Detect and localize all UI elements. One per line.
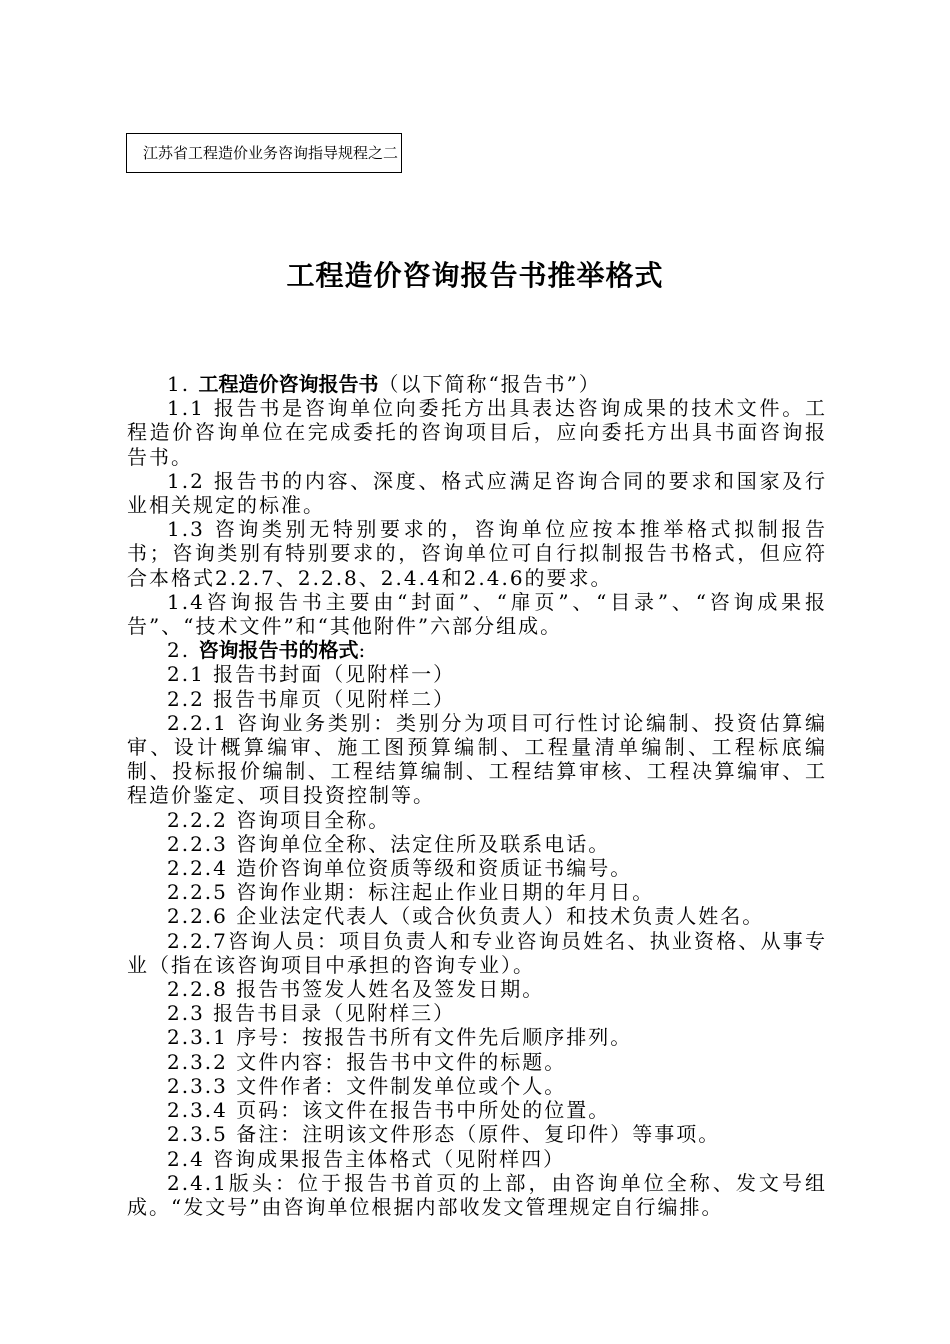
section-number: 2. bbox=[167, 638, 191, 663]
paragraph-2-3-5: 2.3.5 备注：注明该文件形态（原件、复印件）等事项。 bbox=[167, 1122, 721, 1147]
paragraph-2-3-1: 2.3.1 序号：按报告书所有文件先后顺序排列。 bbox=[167, 1025, 633, 1050]
paragraph-2-3-2: 2.3.2 文件内容：报告书中文件的标题。 bbox=[167, 1049, 567, 1074]
section-title: 工程造价咨询报告书 bbox=[198, 372, 379, 396]
paragraph-2-1: 2.1 报告书封面（见附样一） bbox=[167, 662, 456, 687]
document-title: 工程造价咨询报告书推举格式 bbox=[286, 259, 664, 292]
document-body bbox=[127, 372, 827, 1219]
section-heading-1 bbox=[127, 372, 827, 396]
section-number: 1. bbox=[167, 372, 191, 396]
paragraph-2-2-7: 2.2.7咨询人员：项目负责人和专业咨询员姓名、执业资格、从事专业（指在该咨询项目中承担的咨询专业）。 bbox=[127, 928, 827, 977]
paragraph-2-2-1: 2.2.1 咨询业务类别：类别分为项目可行性讨论编制、投资估算编审、设计概算编审、施工图预算编制、工程量清单编制、工程标底编制、投标报价编制、工程结算编制、工程结算审核、工程决算编审、工程造价鉴定、项目投资控制等。 bbox=[127, 710, 827, 808]
paragraph-2-2-6: 2.2.6 企业法定代表人（或合伙负责人）和技术负责人姓名。 bbox=[167, 904, 765, 929]
paragraph-1-1: 1.1 报告书是咨询单位向委托方出具表达咨询成果的技术文件。工程造价咨询单位在完成委托的咨询项目后，应向委托方出具书面咨询报告书。 bbox=[127, 396, 827, 469]
paragraph-2-2-5: 2.2.5 咨询作业期：标注起止作业日期的年月日。 bbox=[167, 880, 655, 905]
document-series-tag: 江苏省工程造价业务咨询指导规程之二 bbox=[126, 133, 402, 173]
paragraph-1-4: 1.4咨询报告书主要由“封面”、“扉页”、“目录”、“咨询成果报告”、“技术文件”和“其他附件”六部分组成。 bbox=[127, 589, 827, 639]
paragraph-2-2-3: 2.2.3 咨询单位全称、法定住所及联系电话。 bbox=[167, 831, 611, 856]
section-note: : bbox=[358, 638, 368, 663]
paragraph-1-2: 1.2 报告书的内容、深度、格式应满足咨询合同的要求和国家及行业相关规定的标准。 bbox=[127, 468, 827, 518]
paragraph-2-2-8: 2.2.8 报告书签发人姓名及签发日期。 bbox=[167, 977, 545, 1002]
section-heading-2 bbox=[127, 638, 827, 662]
paragraph-2-2-2: 2.2.2 咨询项目全称。 bbox=[167, 807, 391, 832]
paragraph-2-4: 2.4 咨询成果报告主体格式（见附样四） bbox=[167, 1146, 566, 1171]
paragraph-2-4-1: 2.4.1版头：位于报告书首页的上部，由咨询单位全称、发文号组成。“发文号”由咨询单位根据内部收发文管理规定自行编排。 bbox=[127, 1170, 827, 1219]
paragraph-1-3: 1.3 咨询类别无特别要求的，咨询单位应按本推举格式拟制报告书；咨询类别有特别要求的，咨询单位可自行拟制报告书格式，但应符合本格式2.2.7、2.2.8、2.4.4和2.4.6的要求。 bbox=[127, 517, 827, 590]
section-note: （以下简称“报告书”） bbox=[378, 372, 601, 396]
paragraph-2-3: 2.3 报告书目录（见附样三） bbox=[167, 1001, 456, 1026]
paragraph-2-2: 2.2 报告书扉页（见附样二） bbox=[167, 686, 456, 711]
section-title: 咨询报告书的格式 bbox=[198, 638, 359, 663]
paragraph-2-3-3: 2.3.3 文件作者：文件制发单位或个人。 bbox=[167, 1073, 567, 1098]
paragraph-2-2-4: 2.2.4 造价咨询单位资质等级和资质证书编号。 bbox=[167, 856, 633, 881]
paragraph-2-3-4: 2.3.4 页码：该文件在报告书中所处的位置。 bbox=[167, 1098, 611, 1123]
